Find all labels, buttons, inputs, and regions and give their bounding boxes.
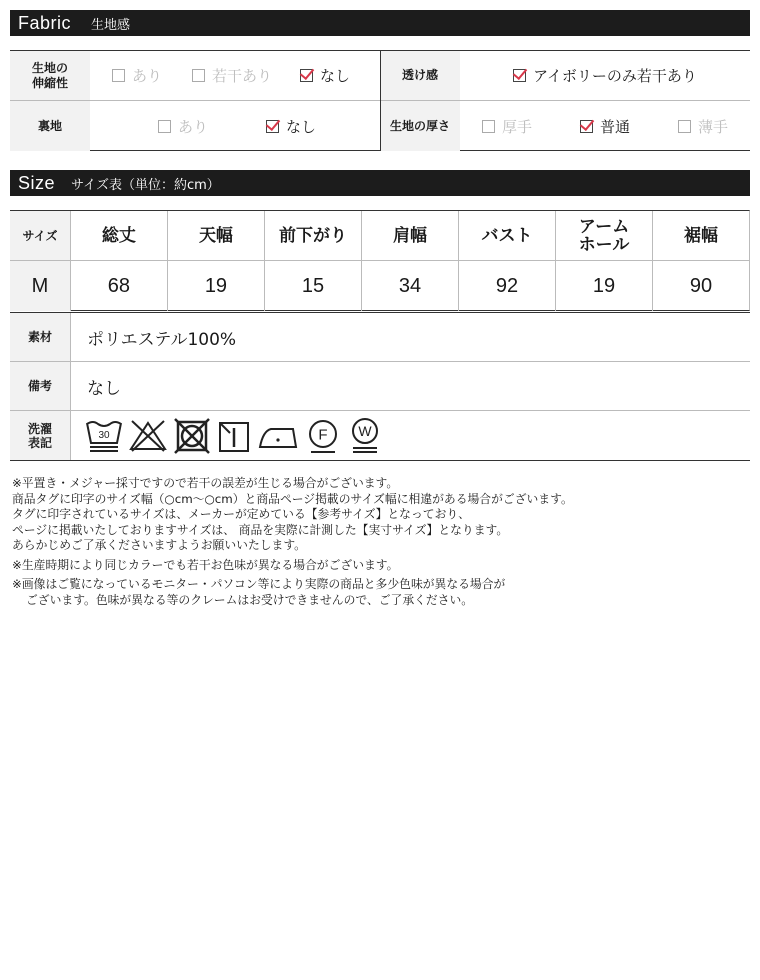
thickness-option-futsu: 普通 — [580, 116, 630, 137]
value-armhole: 19 — [555, 261, 652, 311]
thickness-options — [460, 101, 750, 151]
dry-clean-f-icon — [305, 417, 341, 455]
checked-checkbox-icon — [300, 69, 313, 82]
stretch-option-nashi: なし — [300, 65, 350, 86]
value-shoulder: 34 — [361, 261, 458, 311]
svg-text:F: F — [318, 426, 328, 443]
size-table — [10, 210, 750, 311]
sheer-option: アイボリーのみ若干あり — [513, 65, 697, 86]
sheer-label: 透け感 — [380, 51, 460, 100]
thickness-option-atsude: 厚手 — [482, 116, 532, 137]
info-table — [10, 312, 750, 461]
notes — [12, 476, 748, 608]
lining-option-ari: あり — [158, 116, 208, 137]
value-front-drop: 15 — [264, 261, 361, 311]
drip-dry-shade-icon — [217, 417, 251, 455]
iron-low-icon — [257, 417, 299, 455]
care-icons — [70, 411, 750, 460]
stretch-label — [10, 51, 90, 100]
header-shoulder: 肩幅 — [361, 211, 458, 260]
size-section-header — [10, 170, 750, 196]
note-line: ページに掲載いたしておりますサイズは、 商品を実際に計測した【実寸サイズ】となります。 — [12, 522, 509, 537]
fabric-divider — [380, 51, 381, 151]
no-bleach-icon — [129, 417, 167, 455]
svg-text:W: W — [358, 422, 372, 439]
fabric-section-header — [10, 10, 750, 36]
material-row — [10, 313, 750, 362]
lining-option-nashi: なし — [266, 116, 316, 137]
value-total-length: 68 — [70, 261, 167, 311]
remarks-row — [10, 362, 750, 411]
svg-text:30: 30 — [98, 429, 110, 441]
care-label — [10, 411, 70, 460]
thickness-label: 生地の厚さ — [380, 101, 460, 151]
wet-clean-w-icon — [347, 417, 383, 455]
header-total-length: 総丈 — [70, 211, 167, 260]
care-row — [10, 411, 750, 460]
lining-options — [90, 101, 380, 151]
sheer-options — [460, 51, 750, 100]
note-line: 商品タグに印字のサイズ幅（○cm〜○cm）と商品ページ掲載のサイズ幅に相違がある場合がございます。 — [12, 491, 573, 506]
header-hem-width: 裾幅 — [652, 211, 749, 260]
fabric-title: Fabric — [18, 12, 72, 33]
wash-30-gentle-icon — [85, 417, 123, 455]
header-front-drop: 前下がり — [264, 211, 361, 260]
fabric-subtitle: 生地感 — [91, 17, 131, 33]
note-line: ※平置き・メジャー採寸ですので若干の誤差が生じる場合がございます。 — [12, 476, 399, 490]
table-row — [10, 261, 749, 311]
stretch-option-ari: あり — [112, 65, 162, 86]
checked-checkbox-icon — [580, 120, 593, 133]
remarks-value: なし — [70, 362, 750, 410]
thickness-option-usude: 薄手 — [678, 116, 728, 137]
header-top-width: 天幅 — [167, 211, 264, 260]
size-title: Size — [18, 172, 56, 193]
stretch-label-line1: 生地の — [31, 60, 68, 75]
checkbox-icon — [482, 120, 495, 133]
stretch-options — [90, 51, 380, 100]
remarks-label: 備考 — [10, 362, 70, 410]
note-line: ございます。色味が異なる等のクレームはお受けできませんので、ご了承ください。 — [26, 592, 474, 607]
value-top-width: 19 — [167, 261, 264, 311]
care-label-line1: 洗濯 — [27, 421, 52, 436]
checked-checkbox-icon — [513, 69, 526, 82]
no-tumble-dry-icon — [173, 417, 211, 455]
checked-checkbox-icon — [266, 120, 279, 133]
stretch-option-jakkan: 若干あり — [192, 65, 272, 86]
size-m: M — [10, 261, 70, 311]
header-bust: バスト — [458, 211, 555, 260]
header-size: サイズ — [10, 211, 70, 260]
checkbox-icon — [678, 120, 691, 133]
note-line: あらかじめご了承くださいますようお願いいたします。 — [12, 538, 306, 552]
checkbox-icon — [158, 120, 171, 133]
value-hem-width: 90 — [652, 261, 749, 311]
value-bust: 92 — [458, 261, 555, 311]
size-subtitle: サイズ表（単位：約cm） — [71, 177, 220, 193]
material-value: ポリエステル100% — [70, 313, 750, 361]
note-line: ※生産時期により同じカラーでも若干お色味が異なる場合がございます。 — [12, 557, 399, 572]
note-line: ※画像はご覧になっているモニター・パソコン等により実際の商品と多少色味が異なる場合が — [12, 577, 506, 591]
material-label: 素材 — [10, 313, 70, 361]
size-table-header — [10, 211, 749, 261]
lining-label: 裏地 — [10, 101, 90, 151]
fabric-table — [10, 50, 750, 151]
header-armhole: アーム ホール — [555, 211, 652, 260]
stretch-label-line2: 伸縮性 — [31, 75, 68, 90]
note-line: タグに印字されているサイズは、メーカーが定めている【参考サイズ】となっており、 — [12, 507, 470, 521]
care-label-line2: 表記 — [27, 435, 52, 450]
checkbox-icon — [192, 69, 205, 82]
checkbox-icon — [112, 69, 125, 82]
